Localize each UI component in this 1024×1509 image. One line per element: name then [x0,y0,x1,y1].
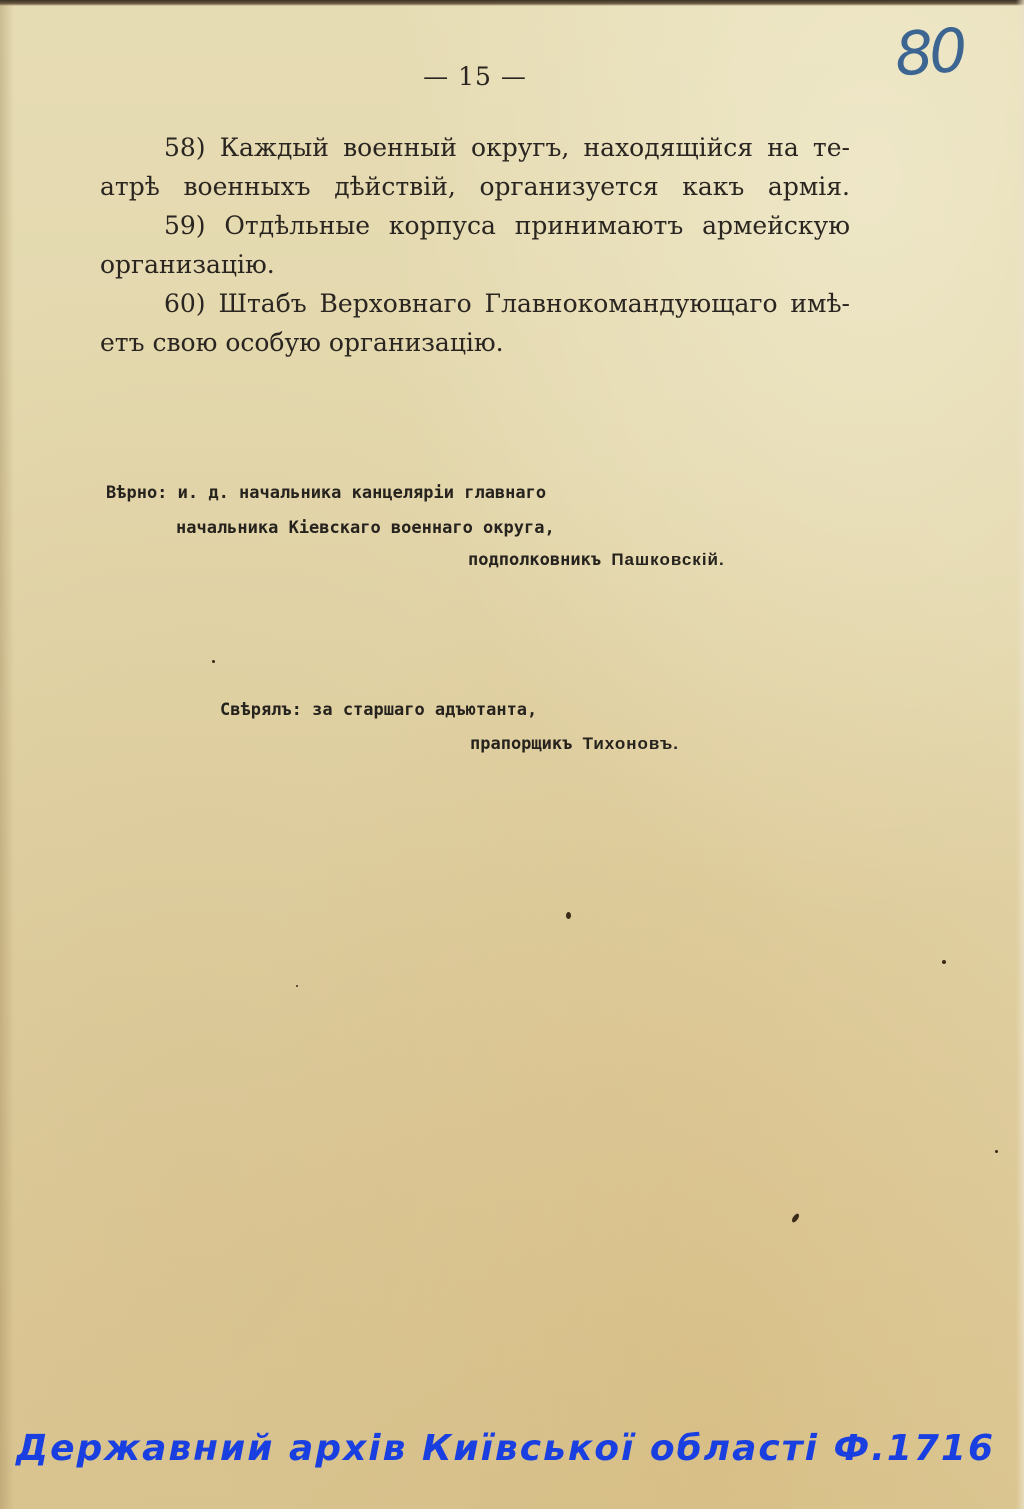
page-edge-shadow [0,0,14,1509]
page-right-edge [1016,0,1024,1509]
certification-name: Пашковскій. [611,550,725,569]
paper-speck [942,960,946,964]
paper-speck [566,912,571,919]
body-line: 59) Отдѣльные корпуса принимаютъ армейскую [164,211,850,240]
body-line: 60) Штабъ Верховнаго Главнокомандующаго имѣ- [164,289,850,318]
page-top-edge [0,0,1024,6]
body-line: 58) Каждый военный округъ, находящійся на те- [164,133,850,162]
certification-signature [468,550,725,570]
paper-speck [296,985,298,987]
body-line: атрѣ военныхъ дѣйствій, организуется какъ армія. [100,172,850,201]
certification-line-1: Вѣрно: и. д. начальника канцеляріи главнаго [106,483,547,503]
certification-rank: подполковникъ [468,550,602,570]
archive-sheet-number: 80 [892,15,966,91]
paper-speck [212,660,215,663]
archive-watermark: Державний архів Київської області Ф.1716 [16,1428,996,1469]
certification-line-2: начальника Кіевскаго военнаго округа, [176,518,555,538]
verification-line-1: Свѣрялъ: за старшаго адъютанта, [220,700,538,720]
paper-speck [791,1212,801,1223]
paper-speck [995,1150,998,1153]
verification-signature [470,734,679,754]
page-number: — 15 — [423,62,527,91]
body-line: етъ свою особую организацію. [100,328,504,357]
verification-name: Тихоновъ. [582,734,680,753]
body-line: организацію. [100,250,275,279]
document-body [100,128,850,362]
verification-rank: прапорщикъ [470,734,573,754]
